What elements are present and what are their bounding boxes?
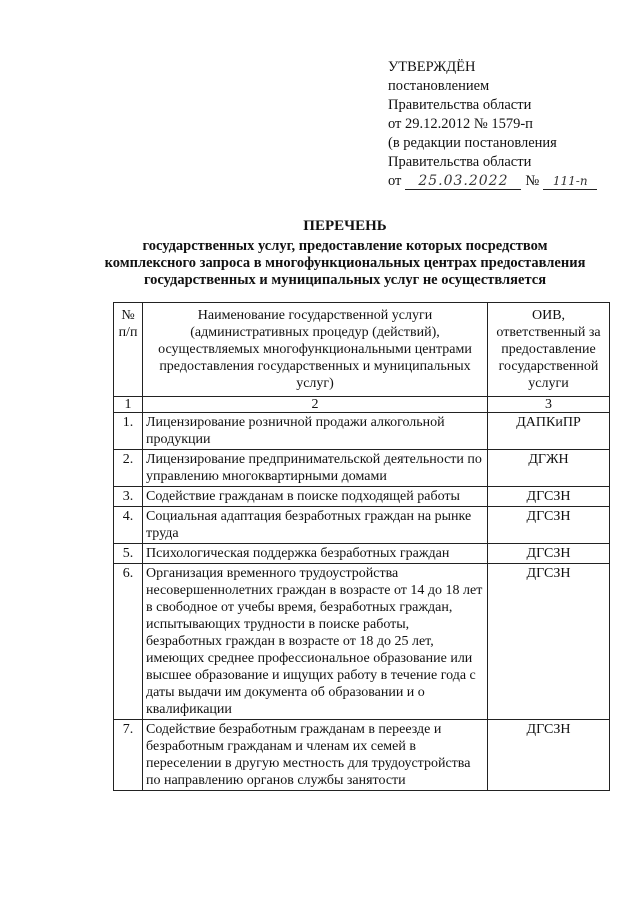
- approval-line-date-number: от 29.12.2012 № 1579-п: [388, 116, 533, 132]
- row-service-name: Содействие безработным гражданам в переезде и безработным гражданам и членам их семей в переселении в другую местность для трудоустройства по направлению органов службы занятости: [143, 720, 488, 791]
- table-row: [114, 487, 610, 507]
- row-number: 6.: [114, 564, 143, 720]
- row-number: 4.: [114, 507, 143, 544]
- approval-line-resolution: постановлением: [388, 78, 490, 94]
- row-oiv: ДГСЗН: [488, 720, 610, 791]
- column-number: 3: [488, 397, 610, 413]
- number-label: №: [525, 173, 540, 189]
- table-row: [114, 450, 610, 487]
- header-number: № п/п: [114, 303, 143, 397]
- table-row: [114, 413, 610, 450]
- column-number: 2: [143, 397, 488, 413]
- document-title: [100, 218, 590, 289]
- approval-stamp: [388, 58, 628, 191]
- title-subtitle: государственных услуг, предоставление которых посредством комплексного запроса в многофункциональных центрах предоставления государственных и муниципальных услуг не осуществляется: [104, 238, 586, 288]
- header-oiv: ОИВ, ответственный за предоставление государственной услуги: [488, 303, 610, 397]
- row-oiv: ДГСЗН: [488, 487, 610, 507]
- approval-line-approved: УТВЕРЖДЁН: [388, 59, 476, 75]
- row-service-name: Содействие гражданам в поиске подходящей работы: [143, 487, 488, 507]
- approval-line-government-2: Правительства области: [388, 154, 532, 170]
- title-heading: ПЕРЕЧЕНЬ: [303, 218, 387, 234]
- approval-line-amendment: [388, 172, 628, 191]
- from-label: от: [388, 173, 402, 189]
- row-service-name: Организация временного трудоустройства несовершеннолетних граждан в возрасте от 14 до 18 лет в свободное от учебы время, безработных граждан, испытывающих трудности в поиске работы, безработных граждан в возрасте от 18 до 25 лет, имеющих среднее профессиональное образование или высшее образование и ищущих работу в течение года с даты выдачи им документа об образовании и о квалификации: [143, 564, 488, 720]
- row-number: 3.: [114, 487, 143, 507]
- row-number: 7.: [114, 720, 143, 791]
- handwritten-number: 111-п: [543, 173, 597, 190]
- row-oiv: ДГСЗН: [488, 507, 610, 544]
- table-row: [114, 720, 610, 791]
- row-service-name: Социальная адаптация безработных граждан на рынке труда: [143, 507, 488, 544]
- handwritten-date: 25.03.2022: [405, 173, 521, 190]
- row-service-name: Психологическая поддержка безработных граждан: [143, 544, 488, 564]
- header-service-name: Наименование государственной услуги (административных процедур (действий), осуществляемых многофункциональными центрами предоставления государственных и муниципальных услуг): [143, 303, 488, 397]
- row-oiv: ДАПКиПР: [488, 413, 610, 450]
- row-number: 5.: [114, 544, 143, 564]
- services-table: [113, 302, 610, 791]
- row-oiv: ДГЖН: [488, 450, 610, 487]
- table-row: [114, 564, 610, 720]
- row-service-name: Лицензирование предпринимательской деятельности по управлению многоквартирными домами: [143, 450, 488, 487]
- row-oiv: ДГСЗН: [488, 544, 610, 564]
- column-number-row: [114, 397, 610, 413]
- approval-line-government: Правительства области: [388, 97, 532, 113]
- column-number: 1: [114, 397, 143, 413]
- row-number: 1.: [114, 413, 143, 450]
- table-row: [114, 507, 610, 544]
- table-row: [114, 544, 610, 564]
- table-header-row: [114, 303, 610, 397]
- row-number: 2.: [114, 450, 143, 487]
- approval-line-edition: (в редакции постановления: [388, 135, 557, 151]
- row-oiv: ДГСЗН: [488, 564, 610, 720]
- row-service-name: Лицензирование розничной продажи алкогольной продукции: [143, 413, 488, 450]
